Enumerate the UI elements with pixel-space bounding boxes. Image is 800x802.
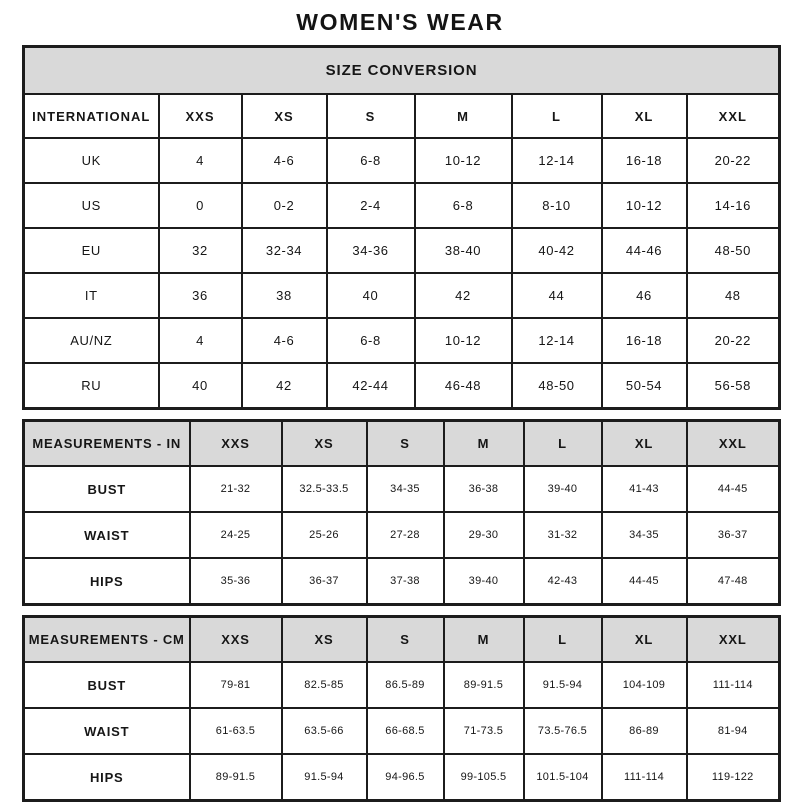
table-cell: 36 <box>159 273 242 318</box>
column-header: XL <box>602 94 687 138</box>
row-header-label: MEASUREMENTS - IN <box>24 421 190 467</box>
table-cell: 32 <box>159 228 242 273</box>
table-cell: 34-35 <box>602 512 687 558</box>
table-cell: 66-68.5 <box>367 708 444 754</box>
table-cell: 48 <box>687 273 780 318</box>
row-header-label: MEASUREMENTS - CM <box>24 617 190 663</box>
row-label: BUST <box>24 466 190 512</box>
table-cell: 10-12 <box>415 318 512 363</box>
table-cell: 27-28 <box>367 512 444 558</box>
column-header: XXL <box>687 421 780 467</box>
size-conversion-table <box>22 45 781 410</box>
table-row <box>24 228 780 273</box>
column-header: XXS <box>159 94 242 138</box>
table-cell: 36-37 <box>282 558 367 605</box>
table-cell: 31-32 <box>524 512 602 558</box>
table-cell: 25-26 <box>282 512 367 558</box>
table-cell: 111-114 <box>687 662 780 708</box>
table-cell: 99-105.5 <box>444 754 524 801</box>
column-header: L <box>512 94 602 138</box>
table-cell: 16-18 <box>602 138 687 183</box>
table-cell: 44-45 <box>602 558 687 605</box>
table-header-row <box>24 421 780 467</box>
table-cell: 24-25 <box>190 512 282 558</box>
table-cell: 21-32 <box>190 466 282 512</box>
row-label: WAIST <box>24 512 190 558</box>
table-cell: 42 <box>242 363 327 409</box>
table-cell: 14-16 <box>687 183 780 228</box>
table-cell: 6-8 <box>415 183 512 228</box>
table-cell: 46 <box>602 273 687 318</box>
table-cell: 12-14 <box>512 318 602 363</box>
table-cell: 61-63.5 <box>190 708 282 754</box>
row-header-label: INTERNATIONAL <box>24 94 159 138</box>
table-cell: 10-12 <box>415 138 512 183</box>
table-row <box>24 273 780 318</box>
table-cell: 86.5-89 <box>367 662 444 708</box>
table-cell: 4 <box>159 138 242 183</box>
table-cell: 44 <box>512 273 602 318</box>
column-header: M <box>444 617 524 663</box>
row-label: UK <box>24 138 159 183</box>
column-header: XXS <box>190 617 282 663</box>
column-header: XS <box>282 617 367 663</box>
table-row <box>24 512 780 558</box>
table-cell: 41-43 <box>602 466 687 512</box>
row-label: US <box>24 183 159 228</box>
table-row <box>24 662 780 708</box>
row-label: WAIST <box>24 708 190 754</box>
table-header-row <box>24 617 780 663</box>
table-cell: 63.5-66 <box>282 708 367 754</box>
table-cell: 86-89 <box>602 708 687 754</box>
table-cell: 104-109 <box>602 662 687 708</box>
column-header: XS <box>282 421 367 467</box>
table-title: SIZE CONVERSION <box>24 47 780 95</box>
row-label: IT <box>24 273 159 318</box>
measurements-in-table <box>22 419 781 606</box>
table-cell: 111-114 <box>602 754 687 801</box>
table-cell: 10-12 <box>602 183 687 228</box>
table-cell: 91.5-94 <box>524 662 602 708</box>
table-cell: 44-45 <box>687 466 780 512</box>
table-cell: 40 <box>159 363 242 409</box>
table-cell: 4 <box>159 318 242 363</box>
table-cell: 50-54 <box>602 363 687 409</box>
column-header: L <box>524 421 602 467</box>
table-cell: 34-35 <box>367 466 444 512</box>
table-row <box>24 318 780 363</box>
table-cell: 44-46 <box>602 228 687 273</box>
table-cell: 32-34 <box>242 228 327 273</box>
table-cell: 29-30 <box>444 512 524 558</box>
table-cell: 42-43 <box>524 558 602 605</box>
table-cell: 42-44 <box>327 363 415 409</box>
size-guide-sheet <box>22 0 778 802</box>
table-cell: 56-58 <box>687 363 780 409</box>
table-cell: 42 <box>415 273 512 318</box>
column-header: XXL <box>687 617 780 663</box>
table-cell: 16-18 <box>602 318 687 363</box>
table-cell: 39-40 <box>524 466 602 512</box>
table-cell: 12-14 <box>512 138 602 183</box>
page-title: WOMEN'S WEAR <box>296 9 504 35</box>
table-cell: 6-8 <box>327 318 415 363</box>
column-header: XS <box>242 94 327 138</box>
column-header: S <box>367 421 444 467</box>
table-cell: 40 <box>327 273 415 318</box>
table-cell: 91.5-94 <box>282 754 367 801</box>
table-header-row <box>24 94 780 138</box>
column-header: S <box>327 94 415 138</box>
table-cell: 38 <box>242 273 327 318</box>
table-cell: 39-40 <box>444 558 524 605</box>
table-cell: 79-81 <box>190 662 282 708</box>
table-cell: 37-38 <box>367 558 444 605</box>
table-cell: 81-94 <box>687 708 780 754</box>
row-label: BUST <box>24 662 190 708</box>
column-header: M <box>444 421 524 467</box>
row-label: HIPS <box>24 558 190 605</box>
table-cell: 89-91.5 <box>190 754 282 801</box>
table-cell: 38-40 <box>415 228 512 273</box>
row-label: EU <box>24 228 159 273</box>
column-header: S <box>367 617 444 663</box>
table-row <box>24 363 780 409</box>
table-cell: 2-4 <box>327 183 415 228</box>
table-cell: 101.5-104 <box>524 754 602 801</box>
measurements-cm-table <box>22 615 781 802</box>
table-cell: 4-6 <box>242 318 327 363</box>
table-row <box>24 708 780 754</box>
table-row <box>24 138 780 183</box>
table-cell: 34-36 <box>327 228 415 273</box>
table-cell: 8-10 <box>512 183 602 228</box>
table-cell: 73.5-76.5 <box>524 708 602 754</box>
column-header: L <box>524 617 602 663</box>
table-cell: 0 <box>159 183 242 228</box>
table-cell: 4-6 <box>242 138 327 183</box>
table-row <box>24 183 780 228</box>
table-row <box>24 754 780 801</box>
row-label: AU/NZ <box>24 318 159 363</box>
row-label: RU <box>24 363 159 409</box>
table-cell: 48-50 <box>512 363 602 409</box>
table-cell: 47-48 <box>687 558 780 605</box>
table-cell: 32.5-33.5 <box>282 466 367 512</box>
table-row <box>24 466 780 512</box>
column-header: XXS <box>190 421 282 467</box>
table-cell: 119-122 <box>687 754 780 801</box>
column-header: XXL <box>687 94 780 138</box>
table-cell: 82.5-85 <box>282 662 367 708</box>
column-header: XL <box>602 421 687 467</box>
table-cell: 89-91.5 <box>444 662 524 708</box>
table-cell: 20-22 <box>687 138 780 183</box>
table-title-row <box>24 47 780 95</box>
column-header: XL <box>602 617 687 663</box>
table-cell: 40-42 <box>512 228 602 273</box>
row-label: HIPS <box>24 754 190 801</box>
table-cell: 46-48 <box>415 363 512 409</box>
column-header: M <box>415 94 512 138</box>
table-cell: 71-73.5 <box>444 708 524 754</box>
table-cell: 6-8 <box>327 138 415 183</box>
table-cell: 35-36 <box>190 558 282 605</box>
table-cell: 48-50 <box>687 228 780 273</box>
table-cell: 20-22 <box>687 318 780 363</box>
table-cell: 36-37 <box>687 512 780 558</box>
table-cell: 36-38 <box>444 466 524 512</box>
table-row <box>24 558 780 605</box>
table-cell: 0-2 <box>242 183 327 228</box>
table-cell: 94-96.5 <box>367 754 444 801</box>
